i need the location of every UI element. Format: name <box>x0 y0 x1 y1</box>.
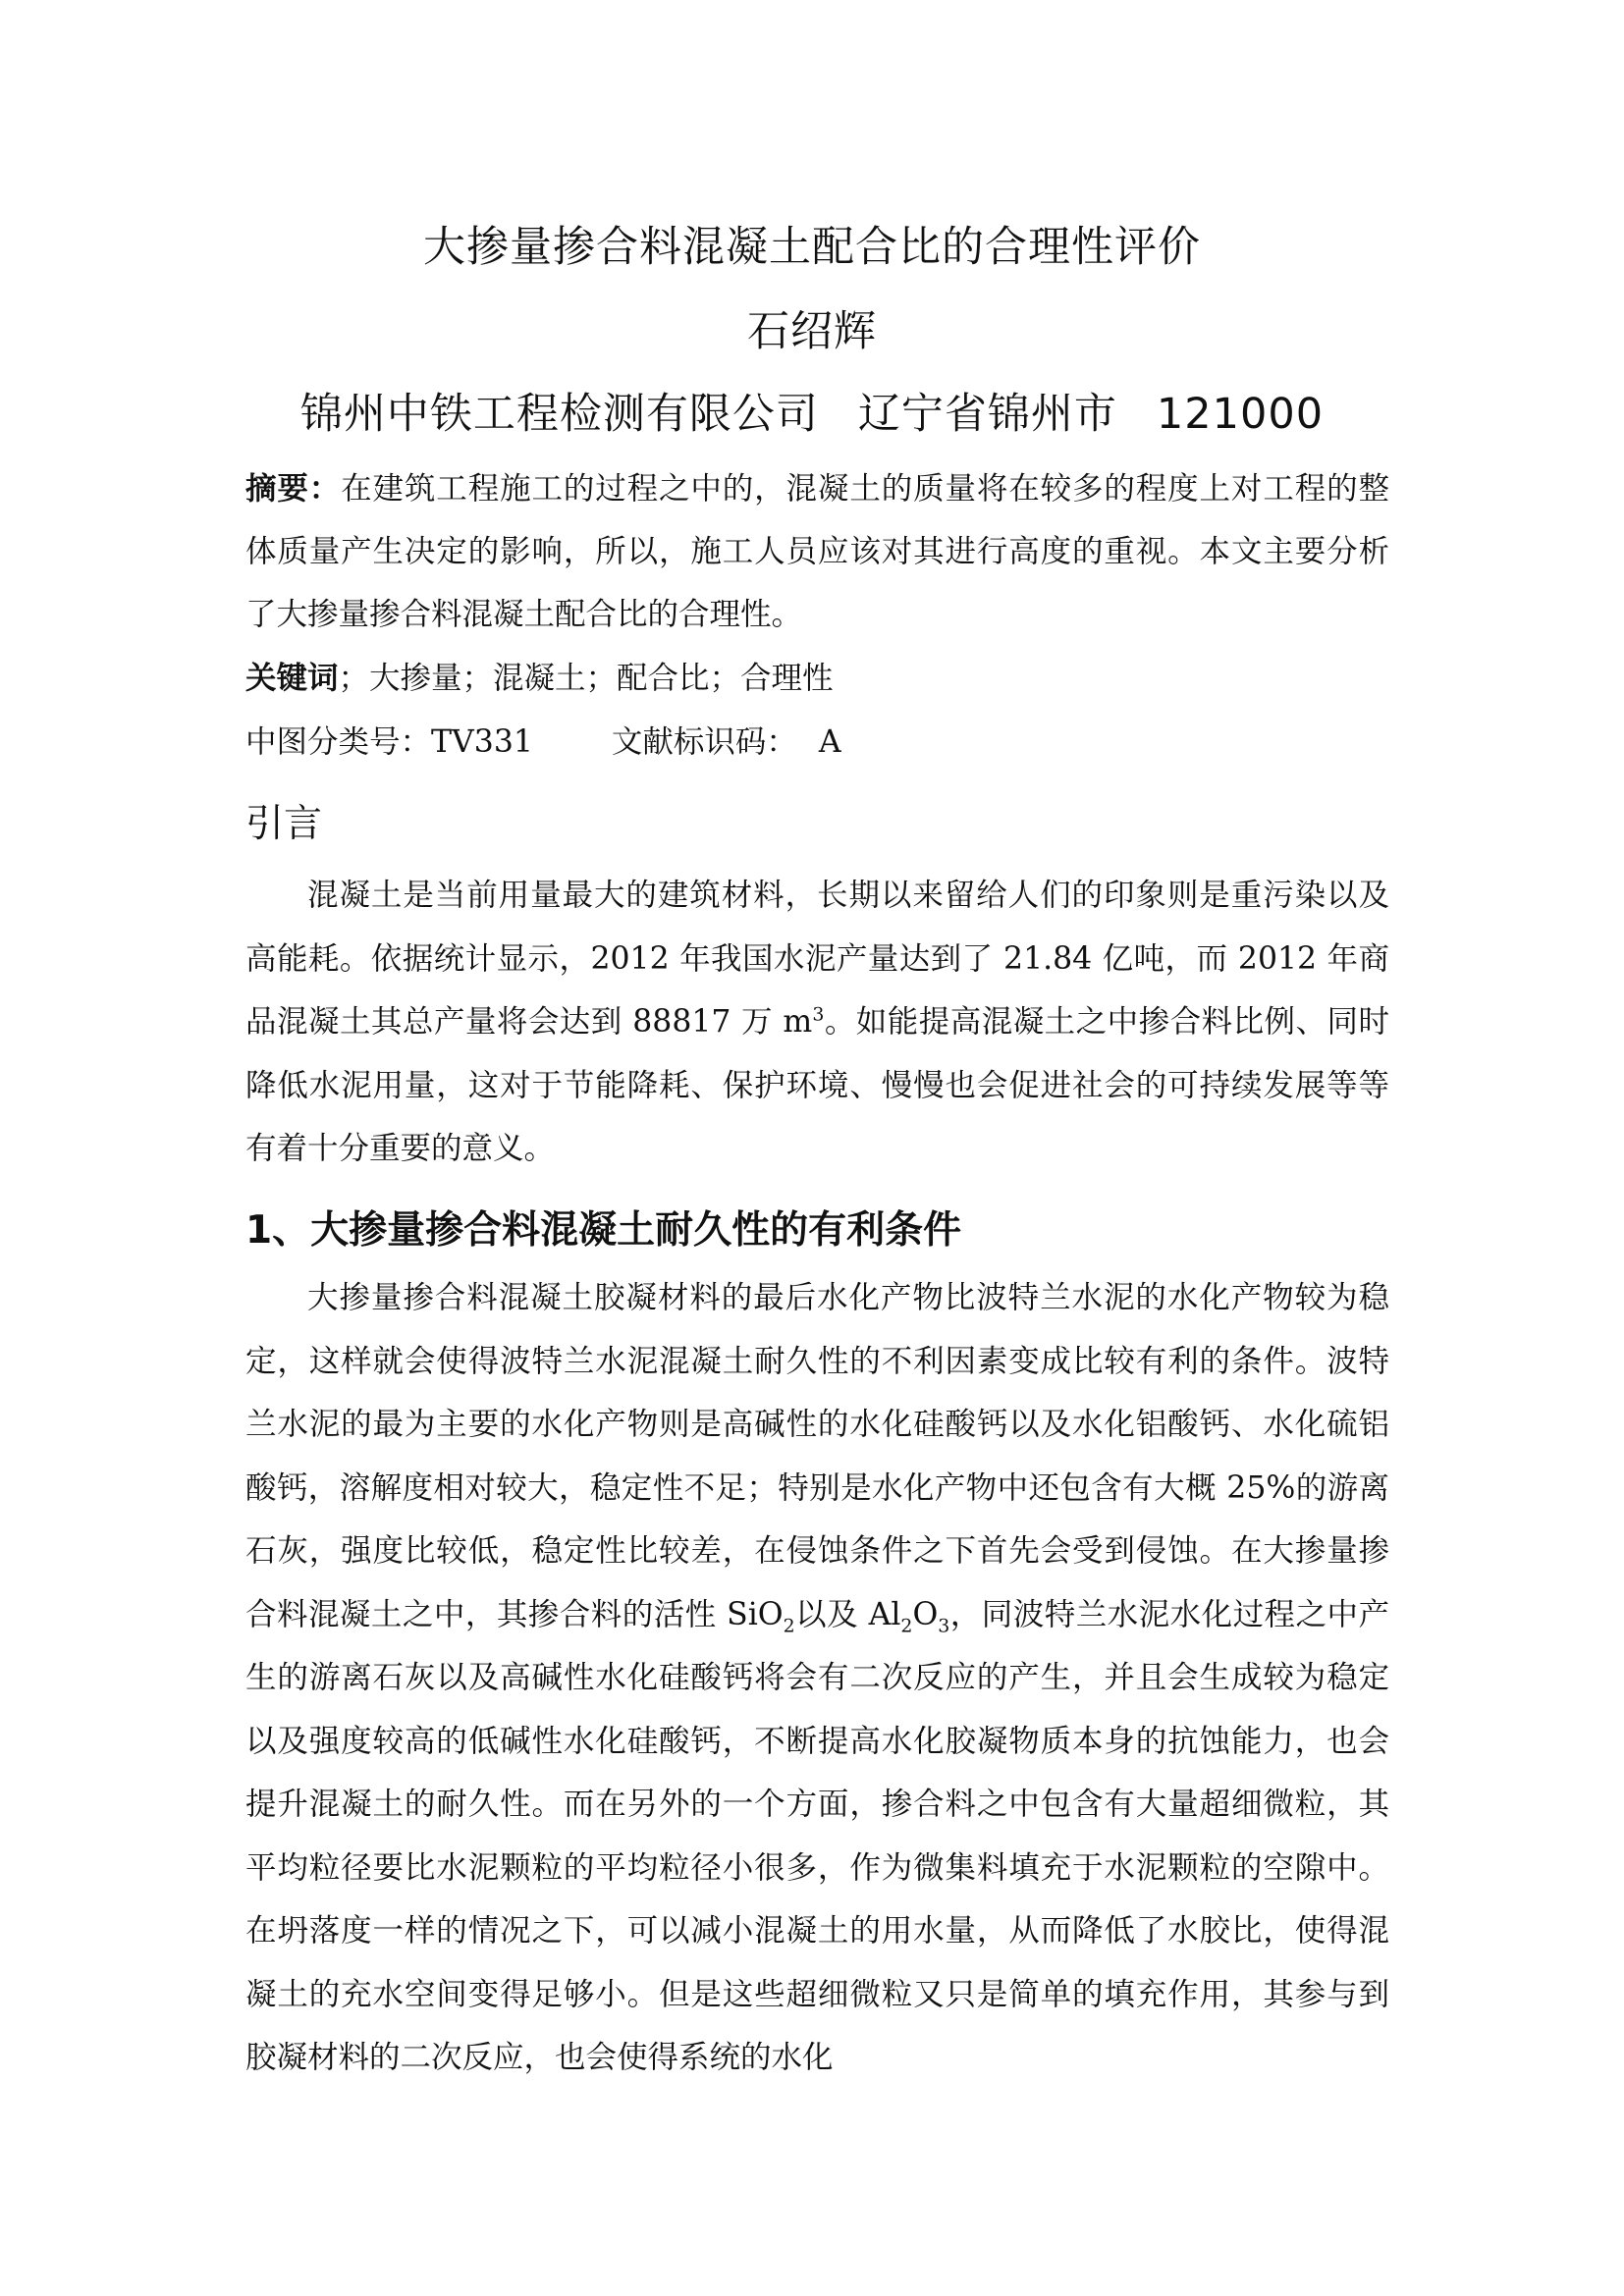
intro-paragraph <box>245 864 1389 1181</box>
clc-value: TV331 <box>431 724 533 760</box>
section1-text-part2: 以及 Al <box>794 1596 901 1632</box>
keywords-label: 关键词 <box>245 661 339 696</box>
section1-text-part1: 大掺量掺合料混凝土胶凝材料的最后水化产物比波特兰水泥的水化产物较为稳定，这样就会使得波特兰水泥混凝土耐久性的不利因素变成比较有利的条件。波特兰水泥的最为主要的水化产物则是高碱性的水化硅酸钙以及水化铝酸钙、水化硫铝酸钙，溶解度相对较大，稳定性不足；特别是水化产物中还包含有大概 25%的游离石灰，强度比较低，稳定性比较差，在侵蚀条件之下首先会受到侵蚀。在大掺量掺合料混凝土之中，其掺合料的活性 SiO <box>245 1280 1389 1632</box>
intro-heading: 引言 <box>245 802 323 846</box>
classification-line <box>245 711 841 774</box>
author-name: 石绍辉 <box>747 307 877 356</box>
abstract-text: 在建筑工程施工的过程之中的，混凝土的质量将在较多的程度上对工程的整体质量产生决定的影响，所以，施工人员应该对其进行高度的重视。本文主要分析了大掺量掺合料混凝土配合比的合理性。 <box>245 471 1389 632</box>
intro-text-part1: 混凝土是当前用量最大的建筑材料，长期以来留给人们的印象则是重污染以及高能耗。依据统计显示，2012 年我国水泥产量达到了 21.84 亿吨，而 2012 年商品混凝土其总产量将会达到 88817 万 m <box>245 878 1389 1040</box>
section1-heading: 1、大掺量掺合料混凝土耐久性的有利条件 <box>245 1208 962 1253</box>
subscript-sio2: 2 <box>783 1614 795 1636</box>
keywords-line <box>245 647 834 710</box>
doc-code-label: 文献标识码： <box>611 724 797 760</box>
clc-label: 中图分类号： <box>245 724 432 760</box>
paper-title: 大掺量掺合料混凝土配合比的合理性评价 <box>423 223 1201 272</box>
section1-text-part3: O <box>912 1596 939 1632</box>
affiliation-company: 锦州中铁工程检测有限公司 <box>299 390 819 439</box>
affiliation-line <box>0 381 1624 441</box>
intro-text-part2: 。如能提高混凝土之中掺合料比例、同时降低水泥用量，这对于节能降耗、保护环境、慢慢也会促进社会的可持续发展等等有着十分重要的意义。 <box>245 1004 1389 1166</box>
unit-superscript: 3 <box>812 1003 825 1026</box>
abstract-block <box>245 457 1389 646</box>
affiliation-location: 辽宁省锦州市 <box>857 390 1117 439</box>
abstract-label: 摘要： <box>245 471 342 507</box>
section1-paragraph <box>245 1266 1389 2090</box>
doc-code-value: A <box>818 724 841 760</box>
keywords-text: ；大掺量；混凝土；配合比；合理性 <box>338 661 834 696</box>
subscript-al2: 2 <box>900 1614 913 1636</box>
section1-text-part4: ，同波特兰水泥水化过程之中产生的游离石灰以及高碱性水化硅酸钙将会有二次反应的产生，并且会生成较为稳定以及强度较高的低碱性水化硅酸钙，不断提高水化胶凝物质本身的抗蚀能力，也会提升混凝土的耐久性。而在另外的一个方面，掺合料之中包含有大量超细微粒，其平均粒径要比水泥颗粒的平均粒径小很多，作为微集料填充于水泥颗粒的空隙中。在坍落度一样的情况之下，可以减小混凝土的用水量，从而降低了水胶比，使得混凝土的充水空间变得足够小。但是这些超细微粒又只是简单的填充作用，其参与到胶凝材料的二次反应，也会使得系统的水化 <box>245 1596 1389 2075</box>
subscript-o3: 3 <box>938 1614 950 1636</box>
affiliation-postcode: 121000 <box>1156 390 1325 439</box>
